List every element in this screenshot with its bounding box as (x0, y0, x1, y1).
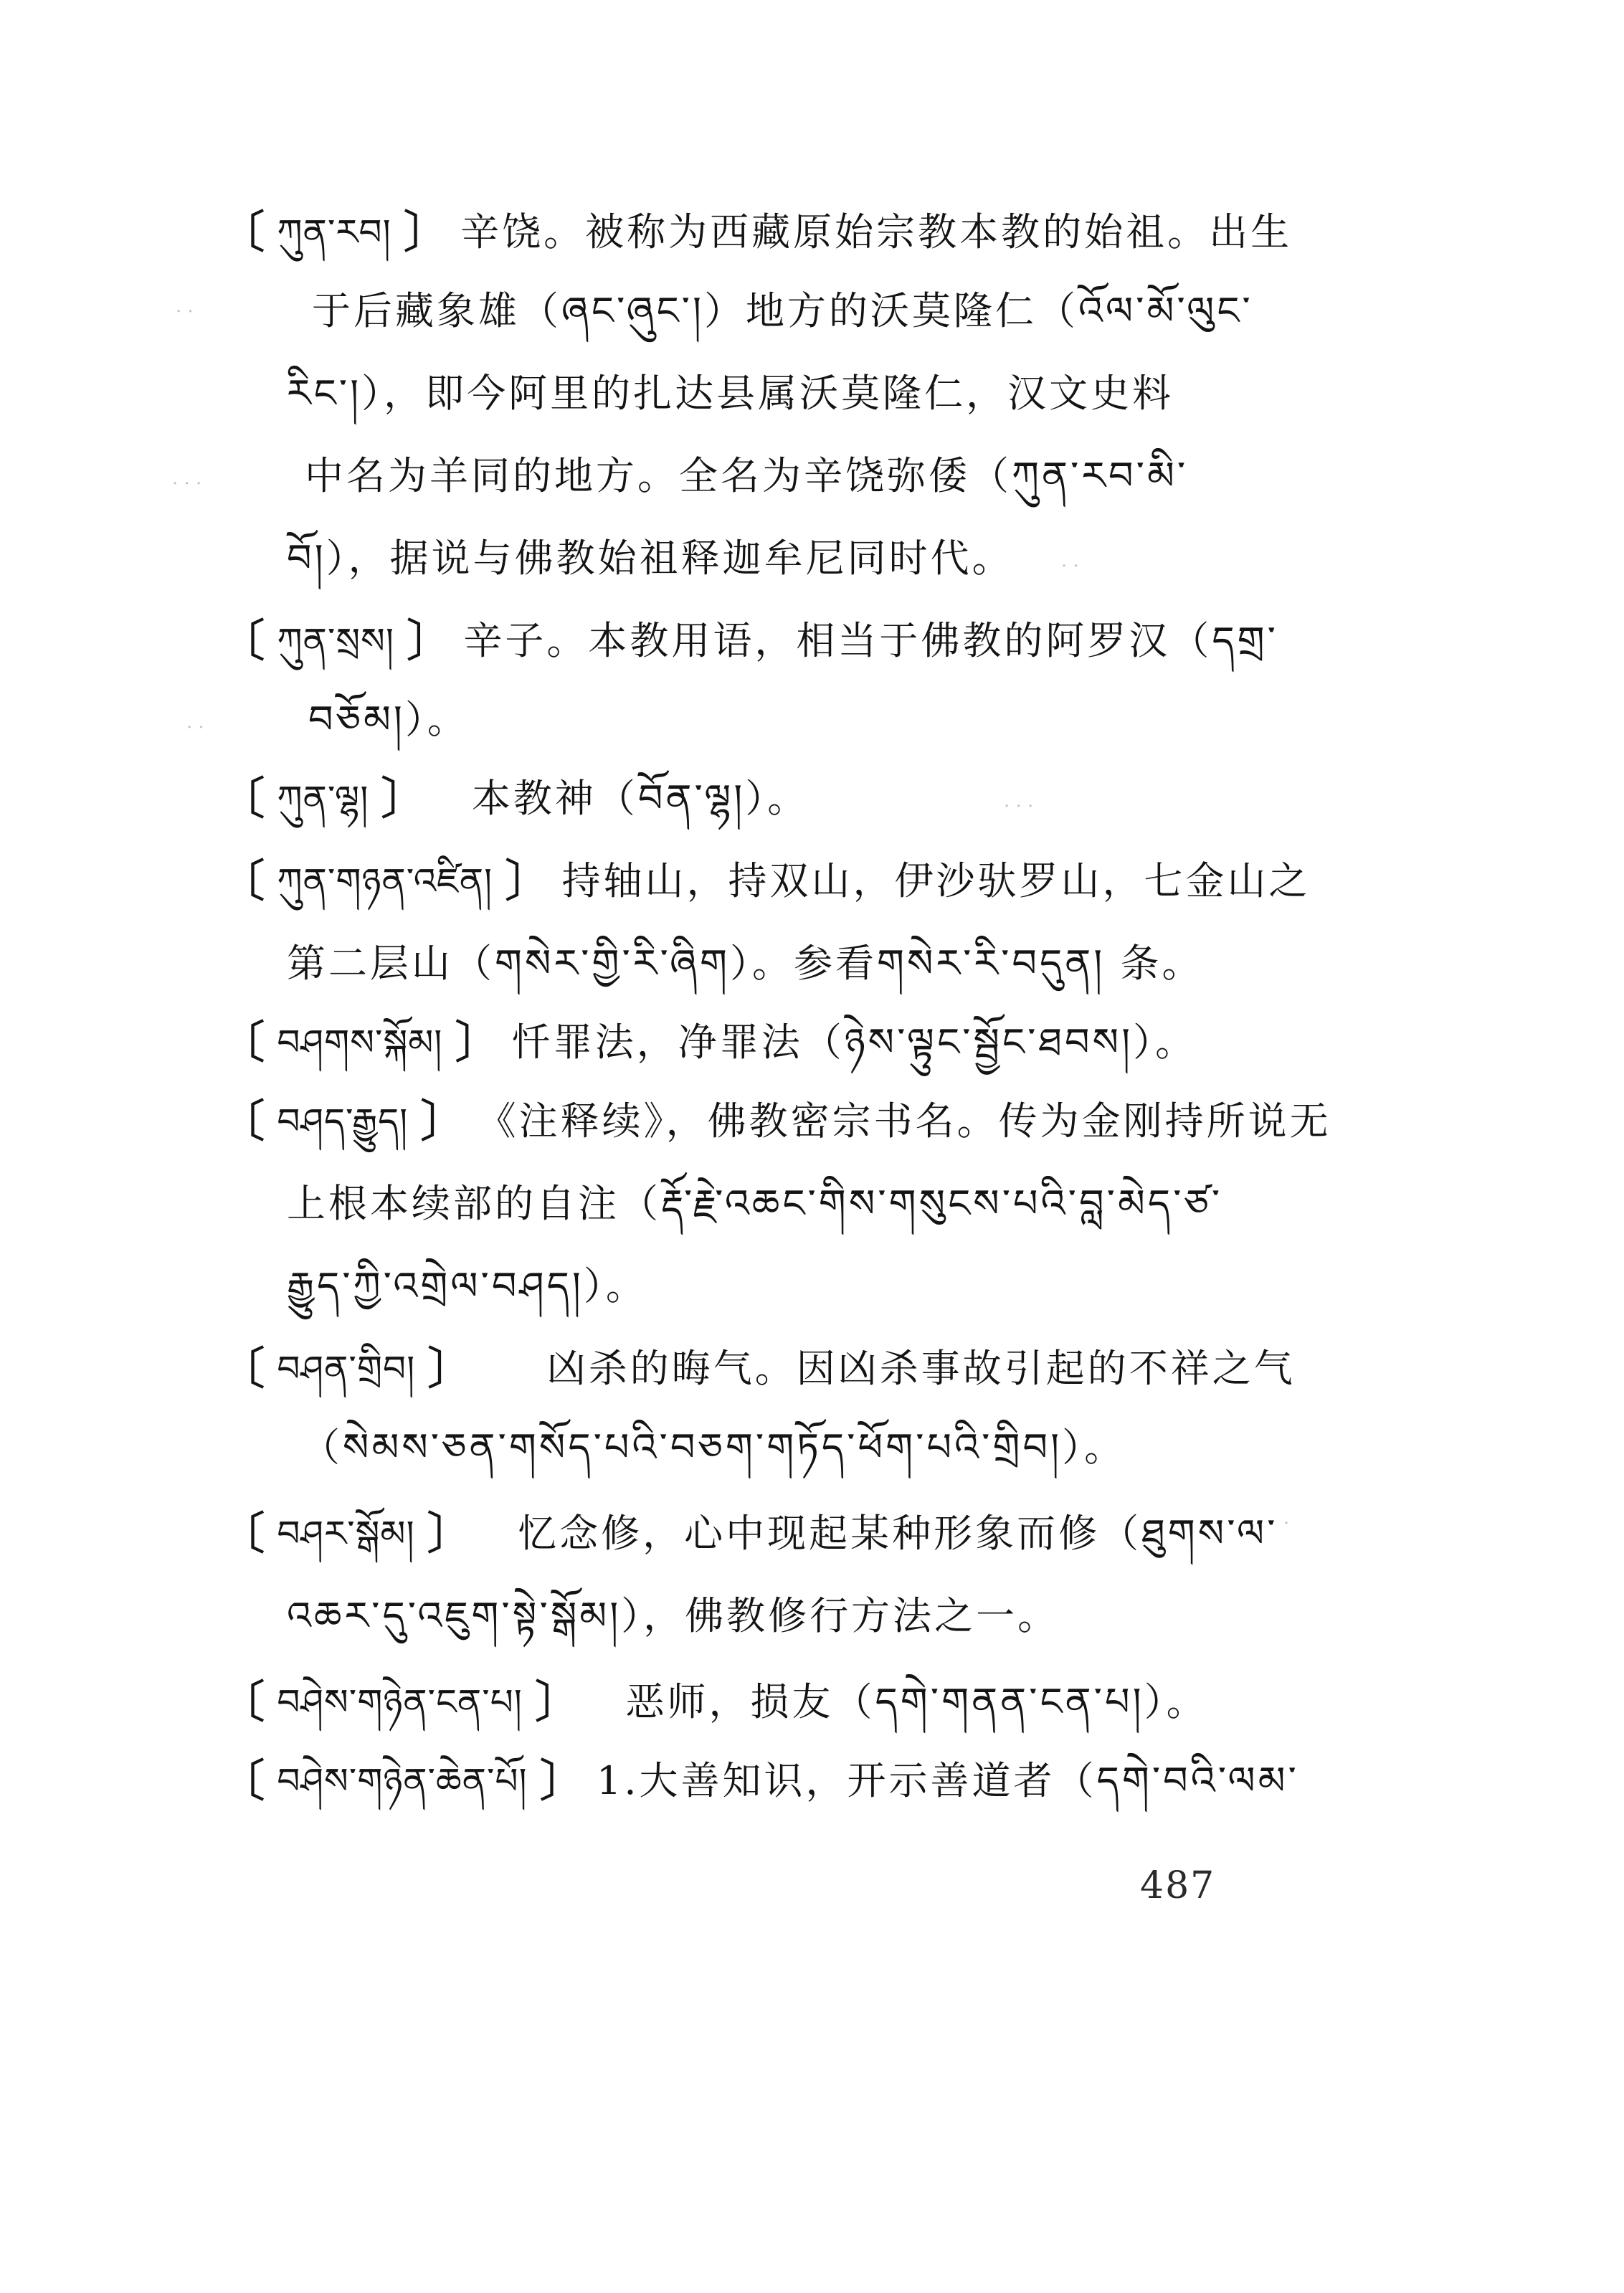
tibetan-headword: བཤར་སྒོམ། (277, 1513, 415, 1554)
dictionary-entry (0, 846, 1624, 932)
entry-line (0, 1251, 1624, 1337)
dictionary-entry (0, 606, 1624, 692)
print-speckle: · · · (1004, 796, 1034, 817)
entry-text: （སེམས་ཅན་གསོད་པའི་བཅག་གཏོད་ཕོག་པའི་གྲིབ།）。 (301, 1425, 1126, 1470)
left-bracket: 〔 (220, 1676, 265, 1728)
tibetan-headword: བཤེས་གཉེན་ཆེན་པོ། (277, 1760, 528, 1802)
tibetan-headword: ཀུན་རབ། (277, 212, 391, 253)
entry-line (0, 276, 1624, 362)
entry-text: 本教神（བོན་ལྷ།）。 (471, 776, 809, 821)
entry-line (0, 1169, 1624, 1255)
dictionary-entry (0, 1499, 1624, 1585)
dictionary-entry (0, 197, 1624, 283)
entry-text: 第二层山（གསེར་གྱི་རི་ཞིག）。参看གསེར་རི་བདུན། 条。 (287, 941, 1204, 986)
dictionary-entry (0, 764, 1624, 850)
right-bracket: 〕 (455, 1016, 500, 1068)
entry-text: 《注释续》，佛教密宗书名。传为金刚持所说无 (477, 1098, 1331, 1144)
left-bracket: 〔 (220, 206, 265, 258)
tibetan-headword: བཤད་རྒྱུད། (277, 1101, 409, 1142)
entry-line (0, 1413, 1624, 1499)
dictionary-entry (0, 1007, 1624, 1093)
dictionary-entry (0, 1086, 1624, 1172)
entry-text: 上根本续部的自注（རྡོ་རྗེ་འཆང་གིས་གསུངས་པའི་བླ་མེད་ཙ་ (287, 1181, 1223, 1226)
entry-text: 1.大善知识，开示善道者（དགེ་བའི་ལམ་ (597, 1758, 1299, 1803)
entry-text: 恶师，损友（དགེ་གནན་ངན་པ།）。 (625, 1679, 1208, 1724)
entry-text: རྒྱུད་ཀྱི་འགྲེལ་བཤད།）。 (287, 1263, 647, 1309)
left-bracket: 〔 (220, 1507, 265, 1559)
print-speckle: · · (186, 717, 204, 739)
left-bracket: 〔 (220, 614, 265, 667)
entry-text: རིང་།），即今阿里的扎达县属沃莫隆仁，汉文史料 (287, 371, 1174, 416)
print-speckle: · (1283, 1513, 1290, 1534)
left-bracket: 〔 (220, 1016, 265, 1068)
entry-text: 中名为羊同的地方。全名为辛饶弥倭（ཀུན་རབ་མི་ (305, 453, 1189, 498)
right-bracket: 〕 (403, 206, 448, 258)
print-speckle: · · (176, 301, 194, 323)
page-number: 487 (1140, 1864, 1216, 1907)
left-bracket: 〔 (220, 855, 265, 907)
entry-line (0, 1581, 1624, 1667)
right-bracket: 〕 (420, 1095, 465, 1147)
right-bracket: 〕 (539, 1755, 584, 1807)
right-bracket: 〕 (407, 614, 452, 667)
tibetan-headword: ཀུན་གཉན་འཛིན། (277, 860, 493, 902)
left-bracket: 〔 (220, 1342, 265, 1395)
tibetan-headword: ཀུན་ལྷ། (277, 778, 369, 820)
entry-line (0, 441, 1624, 527)
entry-line (0, 359, 1624, 445)
entry-text: 持轴山，持双山，伊沙驮罗山，七金山之 (561, 858, 1311, 903)
dictionary-entry (0, 1334, 1624, 1420)
entry-text: འཆར་དུ་འཇུག་སྟེ་སྒོམ།），佛教修行方法之一。 (287, 1593, 1060, 1638)
right-bracket: 〕 (427, 1507, 472, 1559)
tibetan-headword: ཀུན་སྲས། (277, 620, 395, 662)
entry-text: བཅོམ།）。 (308, 697, 469, 742)
entry-line (0, 685, 1624, 771)
right-bracket: 〕 (505, 855, 550, 907)
entry-text: 于后藏象雄（ཞང་ཞུང་།）地方的沃莫隆仁（འོལ་མོ་ལུང་ (312, 288, 1253, 333)
left-bracket: 〔 (220, 1755, 265, 1807)
dictionary-entry (0, 1746, 1624, 1832)
tibetan-headword: བཤགས་སྐོམ། (277, 1022, 443, 1063)
entry-line (0, 523, 1624, 609)
left-bracket: 〔 (220, 1095, 265, 1147)
print-speckle: · · (1061, 556, 1079, 577)
print-speckle: · · · (172, 473, 202, 495)
right-bracket: 〕 (381, 772, 426, 825)
entry-text: 忆念修，心中现起某种形象而修（ཐུགས་ལ་ (518, 1511, 1278, 1556)
tibetan-headword: བཤན་གྲིབ། (277, 1348, 416, 1390)
right-bracket: 〕 (535, 1676, 580, 1728)
entry-text: 辛饶。被称为西藏原始宗教本教的始祖。出生 (460, 209, 1293, 255)
entry-line (0, 929, 1624, 1015)
entry-text: 忏罪法，净罪法（ཉེས་ལྟུང་སྦྱོང་ཐབས།）。 (511, 1020, 1197, 1065)
entry-text: བོ།），据说与佛教始祖释迦牟尼同时代。 (287, 536, 1014, 581)
right-bracket: 〕 (427, 1342, 473, 1395)
tibetan-headword: བཤེས་གཉེན་ངན་པ། (277, 1681, 523, 1723)
entry-text: 辛子。本教用语，相当于佛教的阿罗汉（དགྲ་ (463, 618, 1278, 663)
left-bracket: 〔 (220, 772, 265, 825)
dictionary-entry (0, 1667, 1624, 1753)
entry-text: 凶杀的晦气。因凶杀事故引起的不祥之气 (546, 1346, 1296, 1391)
